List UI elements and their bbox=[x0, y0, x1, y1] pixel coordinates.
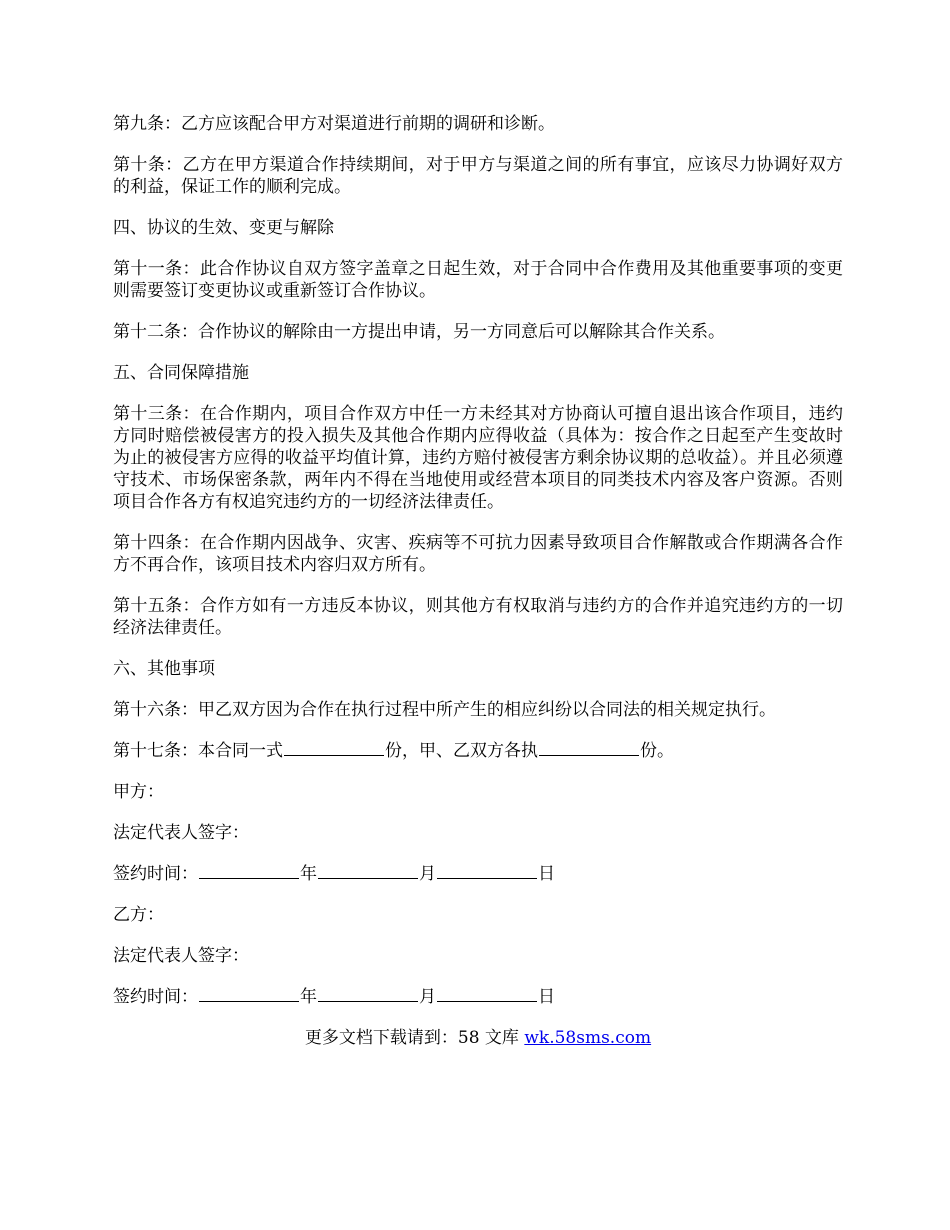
party-b-day-blank[interactable] bbox=[437, 986, 537, 1002]
party-a-day-blank[interactable] bbox=[437, 863, 537, 879]
download-footer bbox=[113, 1027, 843, 1049]
party-a-label: 甲方： bbox=[113, 782, 164, 802]
year-label: 年 bbox=[300, 864, 317, 884]
article-17-text-c: 份。 bbox=[640, 741, 674, 761]
party-b-month-blank[interactable] bbox=[318, 986, 418, 1002]
party-a-month-blank[interactable] bbox=[318, 863, 418, 879]
year-label: 年 bbox=[300, 987, 317, 1007]
copies-each-blank[interactable] bbox=[539, 740, 639, 756]
month-label: 月 bbox=[419, 987, 436, 1007]
article-15: 第十五条：合作方如有一方违反本协议，则其他方有权取消与违约方的合作并追究违约方的一切经济法律责任。 bbox=[113, 596, 843, 638]
article-13: 第十三条：在合作期内，项目合作双方中任一方未经其对方协商认可擅自退出该合作项目，违约方同时赔偿被侵害方的投入损失及其他合作期内应得收益（具体为：按合作之日起至产生变故时为止的被侵害方应得的收益平均值计算，违约方赔付被侵害方剩余协议期的总收益）。并且必须遵守技术、市场保密条款，两年内不得在当地使用或经营本项目的同类技术内容及客户资源。否则项目合作各方有权追究违约方的一切经济法律责任。 bbox=[113, 404, 843, 512]
article-17 bbox=[113, 740, 843, 762]
article-9: 第九条：乙方应该配合甲方对渠道进行前期的调研和诊断。 bbox=[113, 114, 555, 134]
article-11: 第十一条：此合作协议自双方签字盖章之日起生效，对于合同中合作费用及其他重要事项的变更则需要签订变更协议或重新签订合作协议。 bbox=[113, 259, 843, 301]
party-a-date-label: 签约时间： bbox=[113, 864, 198, 884]
party-b-year-blank[interactable] bbox=[199, 986, 299, 1002]
article-14: 第十四条：在合作期内因战争、灾害、疾病等不可抗力因素导致项目合作解散或合作期满各合作方不再合作，该项目技术内容归双方所有。 bbox=[113, 533, 843, 575]
document-page bbox=[113, 113, 843, 1049]
party-b-date-line bbox=[113, 986, 843, 1008]
section-heading-4: 四、协议的生效、变更与解除 bbox=[113, 218, 334, 238]
party-a-year-blank[interactable] bbox=[199, 863, 299, 879]
day-label: 日 bbox=[538, 864, 555, 884]
day-label: 日 bbox=[538, 987, 555, 1007]
month-label: 月 bbox=[419, 864, 436, 884]
article-12: 第十二条：合作协议的解除由一方提出申请，另一方同意后可以解除其合作关系。 bbox=[113, 322, 725, 342]
copies-total-blank[interactable] bbox=[284, 740, 384, 756]
party-a-representative-label: 法定代表人签字： bbox=[113, 823, 249, 843]
section-heading-5: 五、合同保障措施 bbox=[113, 363, 249, 383]
section-heading-6: 六、其他事项 bbox=[113, 659, 215, 679]
article-16: 第十六条：甲乙双方因为合作在执行过程中所产生的相应纠纷以合同法的相关规定执行。 bbox=[113, 700, 776, 720]
article-17-text-a: 第十七条：本合同一式 bbox=[113, 741, 283, 761]
footer-text: 更多文档下载请到：58 文库 bbox=[304, 1028, 525, 1048]
party-b-label: 乙方： bbox=[113, 905, 164, 925]
article-17-text-b: 份，甲、乙双方各执 bbox=[385, 741, 538, 761]
party-b-representative-label: 法定代表人签字： bbox=[113, 946, 249, 966]
party-a-date-line bbox=[113, 863, 843, 885]
footer-link[interactable]: wk.58sms.com bbox=[524, 1028, 652, 1048]
article-10: 第十条：乙方在甲方渠道合作持续期间，对于甲方与渠道之间的所有事宜，应该尽力协调好双方的利益，保证工作的顺利完成。 bbox=[113, 155, 843, 197]
party-b-date-label: 签约时间： bbox=[113, 987, 198, 1007]
